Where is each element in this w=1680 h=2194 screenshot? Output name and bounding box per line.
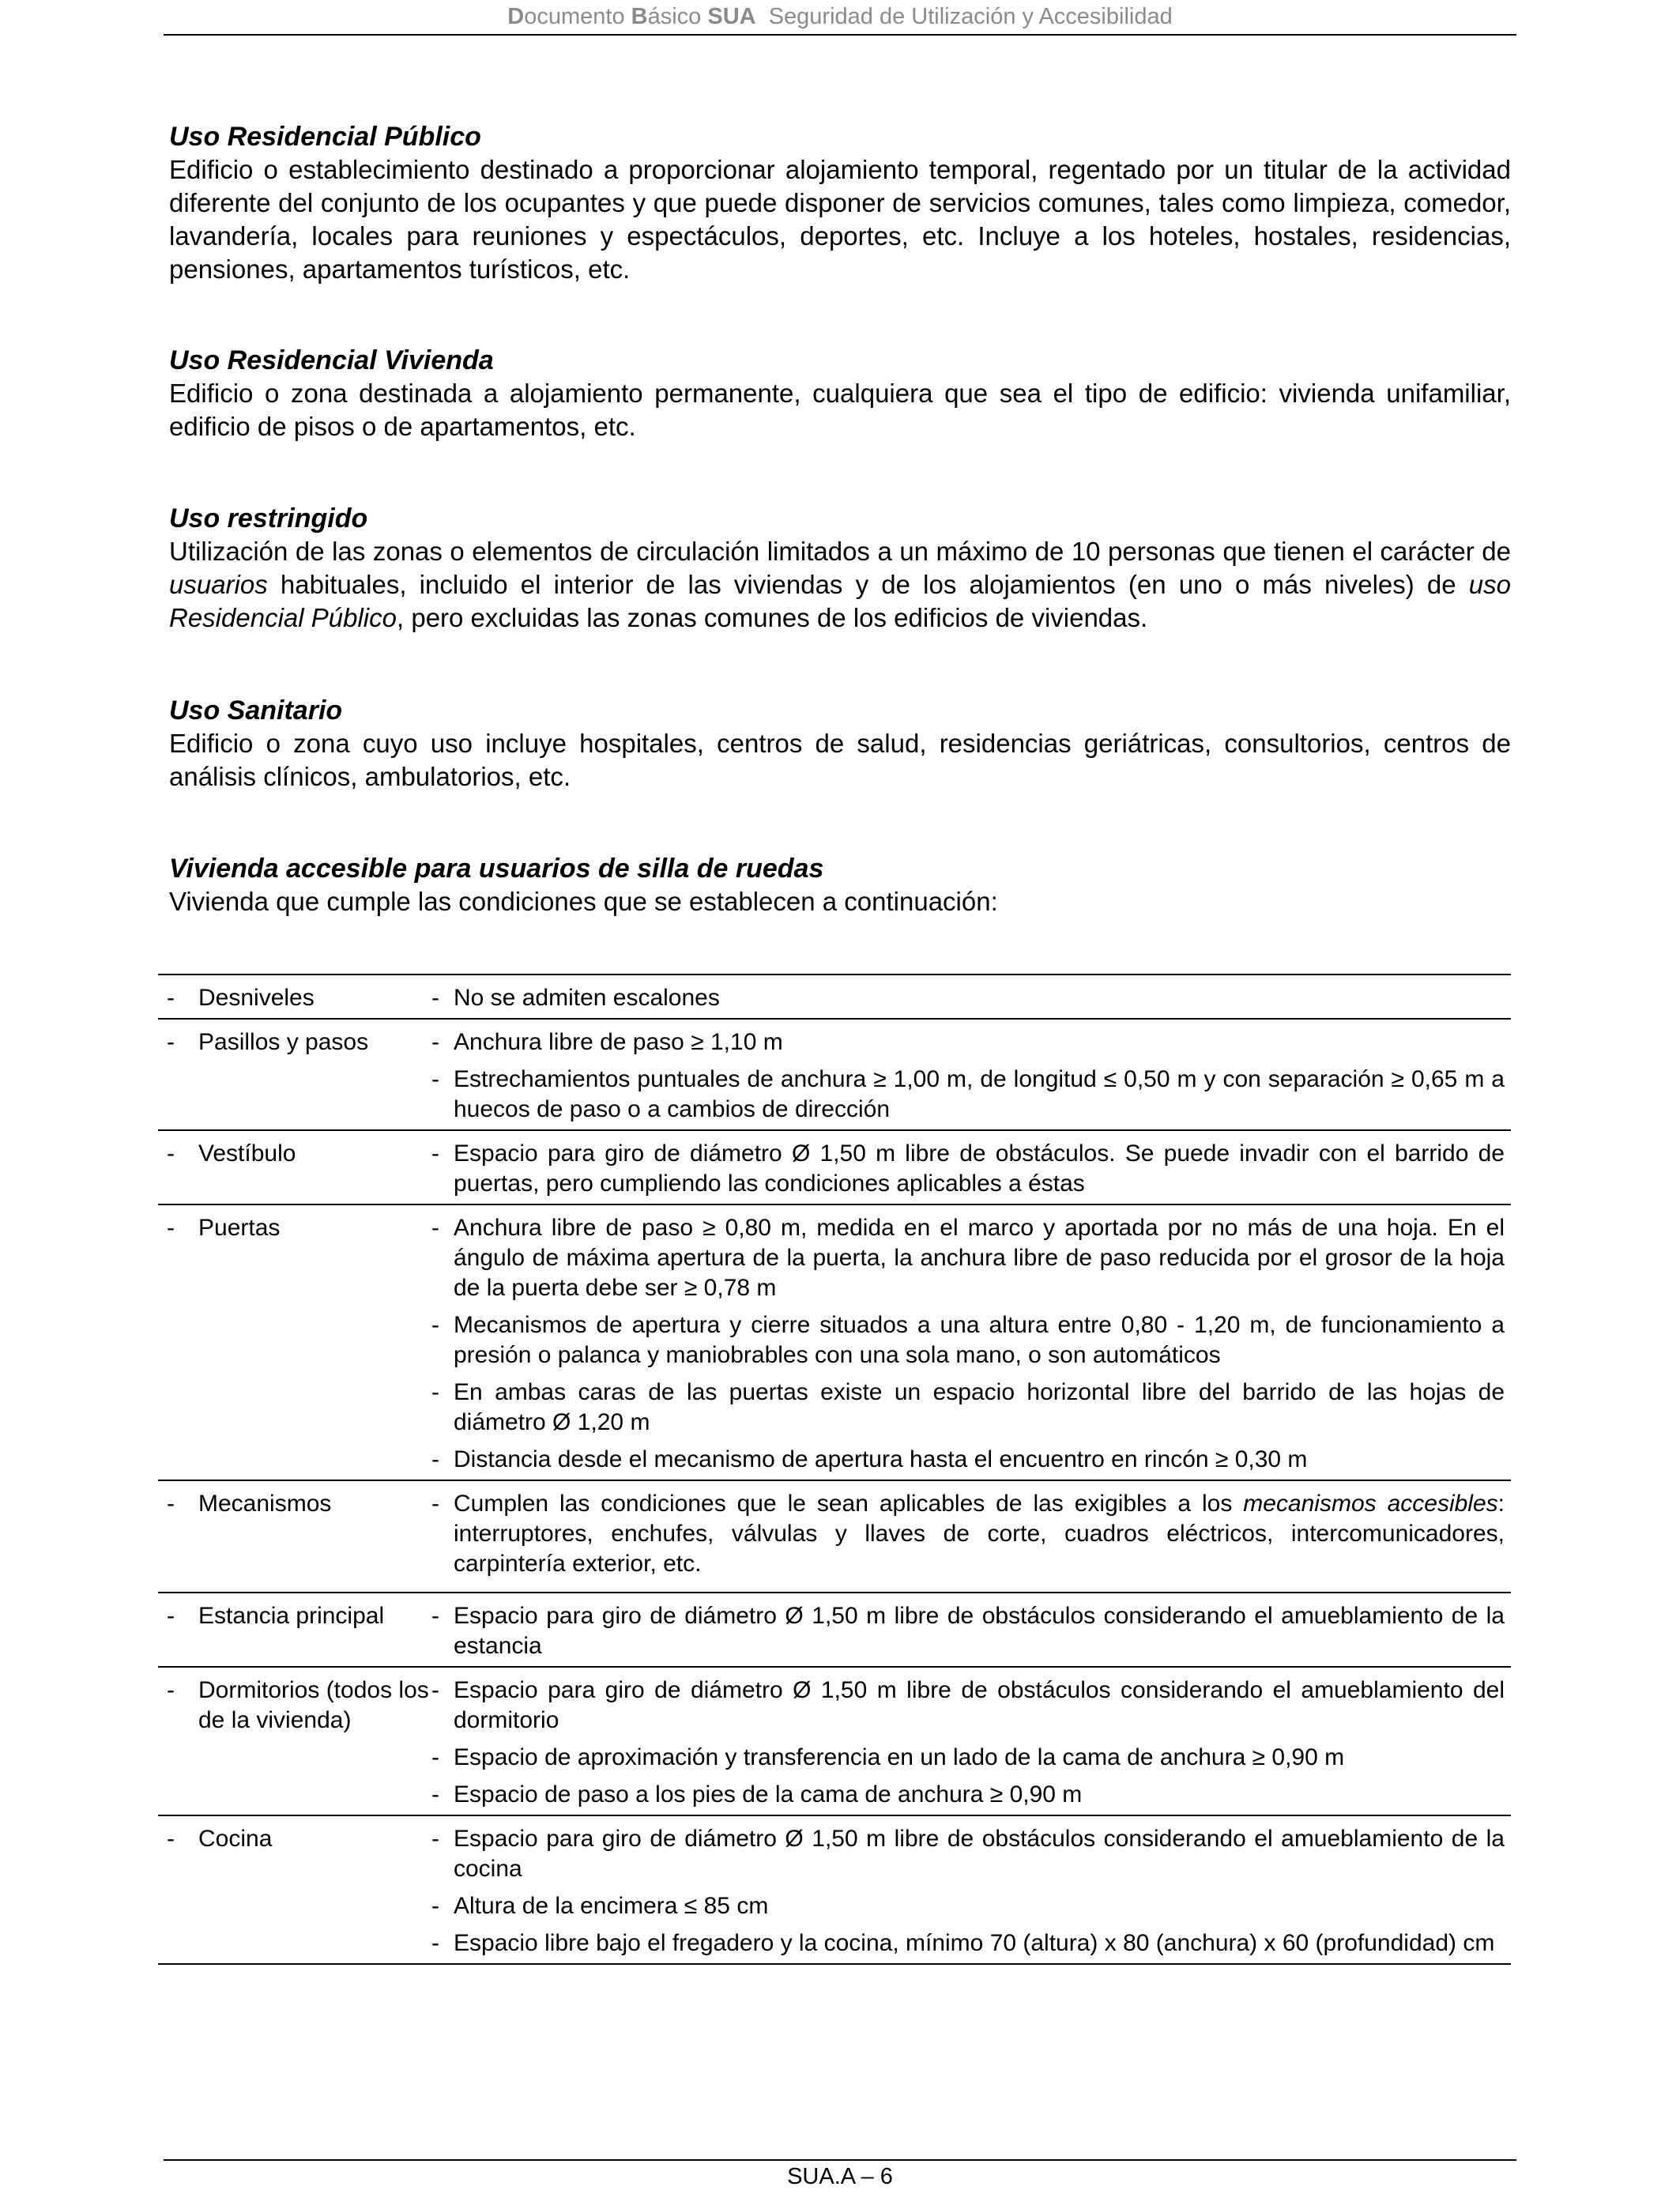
list-item: - En ambas caras de las puertas existe un espacio horizontal libre del barrido de las hojas de diámetro Ø 1,20 m [431, 1379, 1505, 1435]
list-item: - Anchura libre de paso ≥ 1,10 m [431, 1029, 783, 1055]
list-item: - Mecanismos de apertura y cierre situados a una altura entre 0,80 - 1,20 m, de funcionamiento a presión o palanca y maniobrables con una sola mano, o son automáticos [431, 1312, 1505, 1368]
requirements-table [158, 974, 1511, 1965]
section-title: Uso restringido [169, 503, 368, 533]
table-row: - Mecanismos - Cumplen las condiciones que le sean aplicables de las exigibles a los mecanismos accesibles: interruptores, enchufes, válvulas y llaves de corte, cuadros eléctricos, intercomunicadores, carpintería exterior, etc. [158, 1481, 1511, 1593]
table-row: - Estancia principal - Espacio para giro de diámetro Ø 1,50 m libre de obstáculos considerando el amueblamiento de la estancia [158, 1593, 1511, 1668]
section-body: Edificio o zona cuyo uso incluye hospitales, centros de salud, residencias geriátricas, consultorios, centros de análisis clínicos, ambulatorios, etc. [169, 729, 1511, 791]
section-body: Utilización de las zonas o elementos de circulación limitados a un máximo de 10 personas que tienen el carácter de usuarios habituales, incluido el interior de las viviendas y de los alojamientos (en uno o más niveles) de uso Residencial Público, pero excluidas las zonas comunes de los edificios de viviendas. [169, 537, 1511, 632]
term-mecanismos-accesibles: mecanismos accesibles [1243, 1491, 1498, 1517]
table-row: - Pasillos y pasos - Anchura libre de paso ≥ 1,10 m - Estrechamientos puntuales de anchura ≥ 1,00 m, de longitud ≤ 0,50 m y con separación ≥ 0,65 m a huecos de paso o a cambios de dirección [158, 1020, 1511, 1131]
row-items [431, 1601, 1511, 1663]
page-number: SUA.A – 6 [787, 2164, 893, 2189]
list-item: - Espacio para giro de diámetro Ø 1,50 m libre de obstáculos. Se puede invadir con el barrido de puertas, pero cumpliendo las condiciones aplicables a éstas [431, 1140, 1505, 1197]
header-title-documento: ocumento [524, 4, 631, 29]
section-title: Uso Sanitario [169, 696, 343, 726]
header-title-b: B [631, 4, 648, 29]
section-body: Edificio o zona destinada a alojamiento permanente, cualquiera que sea el tipo de edificio: vivienda unifamiliar, edificio de pisos o de apartamentos, etc. [169, 379, 1511, 441]
header-subtitle: Seguridad de Utilización y Accesibilidad [755, 4, 1173, 29]
row-items [431, 983, 1511, 1015]
list-item: - Estrechamientos puntuales de anchura ≥ 1,00 m, de longitud ≤ 0,50 m y con separación ≥ 0,65 m a huecos de paso o a cambios de dirección [431, 1066, 1505, 1122]
section-uso-sanitario [169, 694, 1511, 794]
section-vivienda-accesible [169, 852, 1511, 918]
row-label: Mecanismos [198, 1491, 332, 1517]
list-item: - No se admiten escalones [431, 985, 720, 1011]
section-uso-residencial-vivienda [169, 344, 1511, 443]
header-title-basico: ásico [647, 4, 708, 29]
term-uso-residencial-publico: uso Residencial Público [169, 570, 1511, 632]
table-row: - Vestíbulo - Espacio para giro de diámetro Ø 1,50 m libre de obstáculos. Se puede invadir con el barrido de puertas, pero cumpliendo las condiciones aplicables a éstas [158, 1131, 1511, 1205]
table-row: - Desniveles - No se admiten escalones [158, 975, 1511, 1020]
row-label: Vestíbulo [198, 1140, 296, 1167]
row-items [431, 1489, 1511, 1581]
row-items [431, 1213, 1511, 1476]
row-items [431, 1824, 1511, 1960]
section-title: Vivienda accesible para usuarios de silla de ruedas [169, 854, 824, 884]
table-row: - Cocina - Espacio para giro de diámetro Ø 1,50 m libre de obstáculos considerando el amueblamiento de la cocina - Altura de la encimera ≤ 85 cm - Espacio libre bajo el fregadero y la cocina, mínimo 70 (altura) x 80 (anchura) x 60 (profundidad) cm [158, 1816, 1511, 1965]
row-label: Desniveles [198, 985, 315, 1011]
list-item: - Espacio de paso a los pies de la cama de anchura ≥ 0,90 m [431, 1781, 1083, 1808]
row-items [431, 1676, 1511, 1811]
header-title-d: D [507, 4, 525, 29]
list-item: - Distancia desde el mecanismo de apertura hasta el encuentro en rincón ≥ 0,30 m [431, 1446, 1308, 1472]
table-row: - Dormitorios (todos los de la vivienda) - Espacio para giro de diámetro Ø 1,50 m libre de obstáculos considerando el amueblamiento del dormitorio - Espacio de aproximación y transferencia en un lado de la cama de anchura ≥ 0,90 m - Espacio de paso a los pies de la cama de anchura ≥ 0,90 m [158, 1668, 1511, 1816]
list-item: - Espacio para giro de diámetro Ø 1,50 m libre de obstáculos considerando el amueblamiento del dormitorio [431, 1677, 1505, 1733]
list-item: - Espacio para giro de diámetro Ø 1,50 m libre de obstáculos considerando el amueblamiento de la estancia [431, 1603, 1505, 1659]
list-item: - Altura de la encimera ≤ 85 cm [431, 1893, 769, 1919]
list-item: - Espacio para giro de diámetro Ø 1,50 m libre de obstáculos considerando el amueblamiento de la cocina [431, 1826, 1505, 1882]
row-items [431, 1027, 1511, 1126]
header-title-sua: SUA [707, 4, 756, 29]
row-label: Pasillos y pasos [198, 1029, 369, 1055]
section-body: Vivienda que cumple las condiciones que se establecen a continuación: [169, 887, 998, 916]
list-item: - Anchura libre de paso ≥ 0,80 m, medida en el marco y aportada por no más de una hoja. En el ángulo de máxima apertura de la puerta, la anchura libre de paso reducida por el grosor de la hoja de la puerta debe ser ≥ 0,78 m [431, 1215, 1505, 1301]
section-title: Uso Residencial Vivienda [169, 345, 494, 375]
section-uso-residencial-publico [169, 120, 1511, 286]
list-item: - Espacio de aproximación y transferencia en un lado de la cama de anchura ≥ 0,90 m [431, 1744, 1345, 1770]
section-uso-restringido [169, 502, 1511, 635]
section-title: Uso Residencial Público [169, 122, 481, 152]
page-header [164, 0, 1516, 36]
row-label: Dormitorios (todos los de la vivienda) [198, 1677, 429, 1733]
table-row: - Puertas - Anchura libre de paso ≥ 0,80 m, medida en el marco y aportada por no más de una hoja. En el ángulo de máxima apertura de la puerta, la anchura libre de paso reducida por el grosor de la hoja de la puerta debe ser ≥ 0,78 m - Mecanismos de apertura y cierre situados a una altura entre 0,80 - 1,20 m, de funcionamiento a presión o palanca y maniobrables con una sola mano, o son automáticos - En ambas caras de las puertas existe un espacio horizontal libre del barrido de las hojas de diámetro Ø 1,20 m - Distancia desde el mecanismo de apertura hasta el encuentro en rincón ≥ 0,30 m [158, 1205, 1511, 1481]
row-label: Estancia principal [198, 1603, 385, 1629]
row-label: Puertas [198, 1215, 281, 1241]
row-items [431, 1139, 1511, 1201]
term-usuarios: usuarios [169, 570, 268, 599]
page-footer [164, 2159, 1516, 2192]
row-label: Cocina [198, 1826, 273, 1852]
list-item: - Cumplen las condiciones que le sean aplicables de las exigibles a los mecanismos accesibles: interruptores, enchufes, válvulas y llaves de corte, cuadros eléctricos, intercomunicadores, carpintería exterior, etc. [431, 1491, 1505, 1577]
section-body: Edificio o establecimiento destinado a proporcionar alojamiento temporal, regentado por un titular de la actividad diferente del conjunto de los ocupantes y que puede disponer de servicios comunes, tales como limpieza, comedor, lavandería, locales para reuniones y espectáculos, deportes, etc. Incluye a los hoteles, hostales, residencias, pensiones, apartamentos turísticos, etc. [169, 155, 1511, 284]
list-item: - Espacio libre bajo el fregadero y la cocina, mínimo 70 (altura) x 80 (anchura) x 60 (profundidad) cm [431, 1930, 1495, 1956]
